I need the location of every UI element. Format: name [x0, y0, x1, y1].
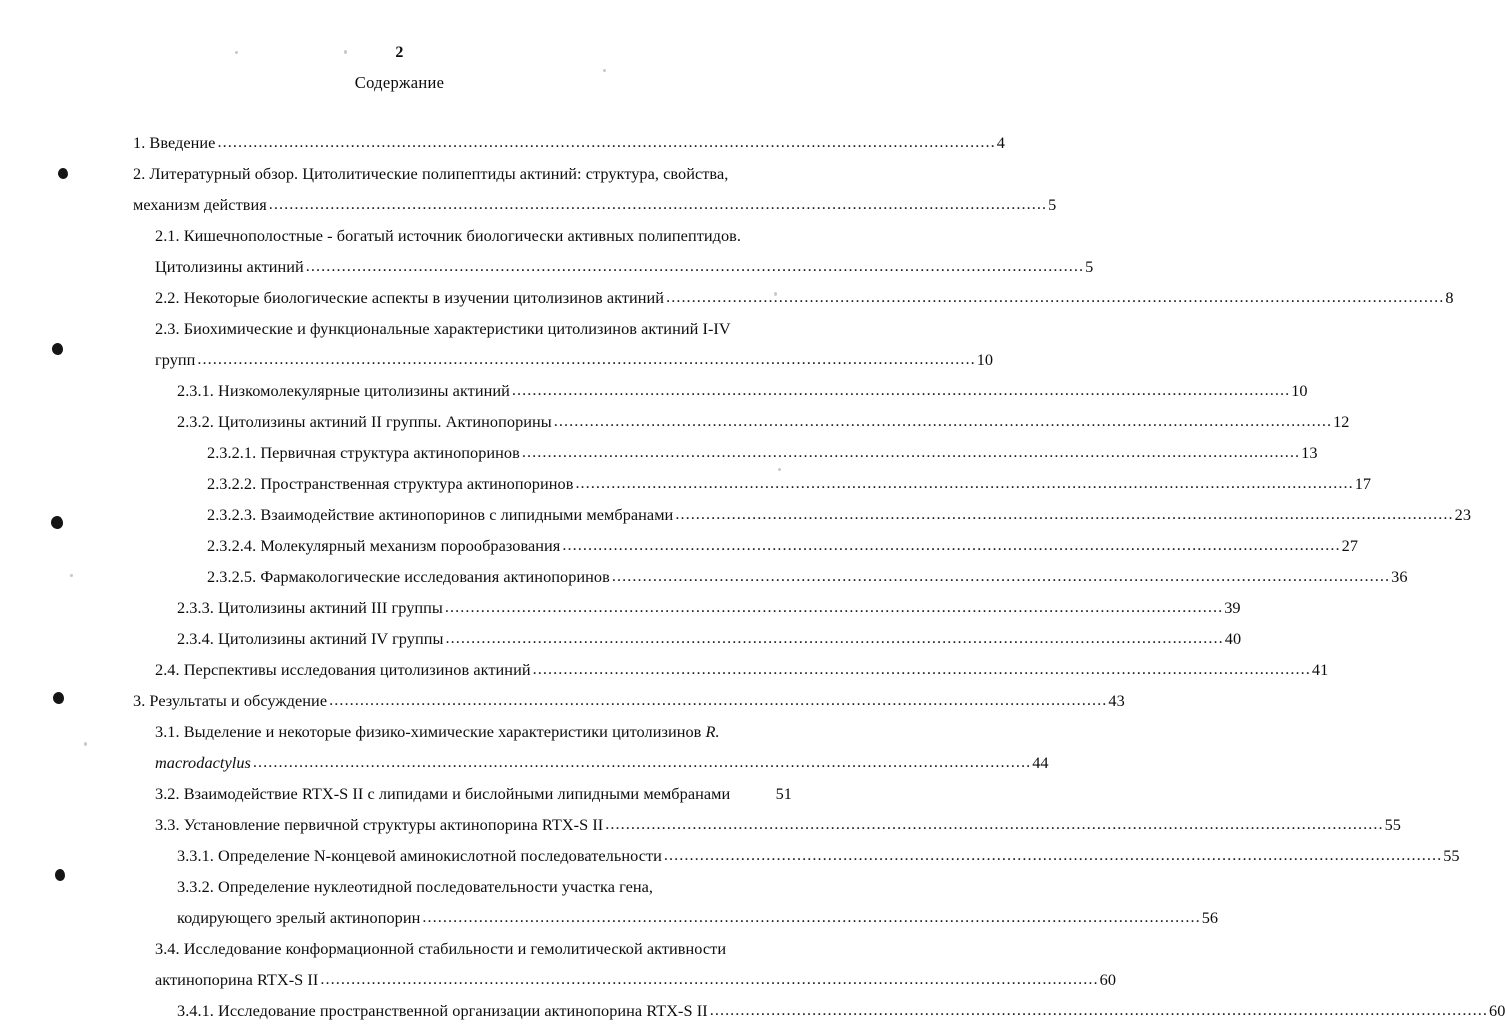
scan-speck — [53, 692, 64, 704]
toc-page-number: 13 — [1301, 443, 1318, 462]
toc-page-number: 27 — [1341, 536, 1359, 555]
toc-entry-results[interactable] — [133, 685, 1125, 716]
toc-page-number: 40 — [1224, 629, 1242, 648]
toc-entry-sec-3-2[interactable] — [133, 778, 792, 809]
page-folio-number: 2 — [395, 44, 404, 61]
toc-dot-leader — [533, 653, 1311, 684]
toc-page-number: 41 — [1311, 660, 1329, 679]
toc-entry-label: 2.3.2.5. Фармакологические исследования актинопоринов — [207, 567, 610, 586]
toc-entry-label: групп — [155, 350, 196, 369]
toc-entry-sec-3-3[interactable] — [133, 809, 1401, 840]
toc-entry-intro[interactable] — [133, 127, 1005, 158]
toc-page-number: 56 — [1201, 908, 1219, 927]
toc-dot-leader — [562, 529, 1340, 560]
toc-entry-label: 3.2. Взаимодействие RTX-S II с липидами и бислойными липидными мембранами — [155, 784, 731, 803]
toc-page-number: 51 — [775, 784, 792, 803]
toc-page-number: 5 — [1085, 257, 1094, 276]
scan-speck — [58, 168, 68, 179]
toc-dot-leader — [422, 901, 1200, 932]
toc-dot-leader — [217, 126, 995, 157]
toc-entry-label: 3.3.2. Определение нуклеотидной последовательности участка гена, — [177, 877, 654, 896]
toc-entry-label: 3. Результаты и обсуждение — [133, 691, 328, 710]
toc-entry-sec-2-3-2-5[interactable] — [133, 561, 1408, 592]
toc-entry-sec-2-1[interactable] — [133, 220, 770, 251]
toc-entry-label: 2.3.2.3. Взаимодействие актинопоринов с липидными мембранами — [207, 505, 674, 524]
toc-entry-sec-3-3-2[interactable] — [133, 902, 1219, 933]
toc-dot-leader — [612, 560, 1390, 591]
toc-dot-leader — [269, 188, 1047, 219]
scan-speck — [51, 516, 63, 529]
toc-entry-sec-3-1[interactable] — [133, 716, 770, 747]
toc-dot-leader — [512, 374, 1290, 405]
toc-entry-lit-review[interactable] — [133, 189, 1057, 220]
scan-speck — [55, 869, 65, 881]
toc-entry-sec-3-4[interactable] — [133, 933, 770, 964]
toc-entry-sec-2-3[interactable] — [133, 344, 994, 375]
toc-dot-leader — [666, 281, 1444, 312]
toc-page-number: 12 — [1333, 412, 1350, 431]
toc-entry-sec-3-4[interactable] — [133, 964, 1117, 995]
toc-entry-label: 1. Введение — [133, 133, 216, 152]
toc-dot-leader — [675, 498, 1453, 529]
toc-dot-leader — [445, 591, 1223, 622]
toc-entry-sec-2-1[interactable] — [133, 251, 1094, 282]
toc-entry-sec-3-1[interactable] — [133, 747, 1049, 778]
toc-dot-leader — [522, 436, 1300, 467]
toc-entry-label: 3.3.1. Определение N-концевой аминокислотной последовательности — [177, 846, 662, 865]
page-title: Содержание — [354, 73, 445, 92]
toc-entry-sec-2-3-3[interactable] — [133, 592, 1241, 623]
scan-speck — [603, 69, 606, 72]
scan-speck — [84, 742, 87, 746]
toc-entry-sec-2-3-4[interactable] — [133, 623, 1242, 654]
toc-dot-leader — [329, 684, 1107, 715]
scan-speck — [70, 574, 73, 577]
toc-page-number: 39 — [1224, 598, 1241, 617]
toc-page-number: 10 — [976, 350, 994, 369]
toc-entry-label: 2. Литературный обзор. Цитолитические полипептиды актиний: структура, свойства, — [133, 164, 729, 183]
toc-entry-label: 2.1. Кишечнополостные - богатый источник биологически активных полипептидов. — [155, 226, 742, 245]
toc-entry-label: 3.4.1. Исследование пространственной организации актинопорина RTX-S II — [177, 1001, 708, 1020]
toc-entry-sec-2-3-2-4[interactable] — [133, 530, 1359, 561]
toc-dot-leader — [445, 622, 1223, 653]
table-of-contents — [133, 127, 1505, 1026]
toc-entry-sec-3-3-1[interactable] — [133, 840, 1460, 871]
toc-dot-leader — [664, 839, 1442, 870]
toc-entry-sec-2-4[interactable] — [133, 654, 1329, 685]
toc-entry-sec-3-4-1[interactable] — [133, 995, 1505, 1026]
toc-entry-label: 2.3.3. Цитолизины актиний III группы — [177, 598, 443, 617]
toc-entry-label: 2.3.1. Низкомолекулярные цитолизины актиний — [177, 381, 510, 400]
toc-entry-label: 2.2. Некоторые биологические аспекты в изучении цитолизинов актиний — [155, 288, 665, 307]
toc-entry-sec-2-3-1[interactable] — [133, 375, 1308, 406]
toc-entry-label: 2.3.2.2. Пространственная структура актинопоринов — [207, 474, 574, 493]
toc-page-number: 60 — [1489, 1001, 1505, 1020]
toc-entry-label: 2.3.2. Цитолизины актиний II группы. Актинопорины — [177, 412, 552, 431]
toc-dot-leader — [320, 963, 1098, 994]
toc-page-number: 23 — [1454, 505, 1472, 524]
toc-entry-label: 2.3.2.1. Первичная структура актинопоринов — [207, 443, 520, 462]
toc-dot-leader — [253, 746, 1031, 777]
toc-entry-label: 2.3.2.4. Молекулярный механизм порообразования — [207, 536, 561, 555]
toc-dot-leader — [554, 405, 1332, 436]
toc-entry-label: актинопорина RTX-S II — [155, 970, 319, 989]
toc-page-number: 60 — [1099, 970, 1117, 989]
toc-entry-sec-2-2[interactable] — [133, 282, 1454, 313]
toc-dot-leader — [575, 467, 1353, 498]
toc-page-number: 5 — [1048, 195, 1057, 214]
toc-entry-label: 3.3. Установление первичной структуры актинопорина RTX-S II — [155, 815, 604, 834]
toc-dot-leader — [605, 808, 1383, 839]
toc-entry-label: кодирующего зрелый актинопорин — [177, 908, 421, 927]
toc-entry-sec-2-3[interactable] — [133, 313, 770, 344]
toc-entry-sec-2-3-2-3[interactable] — [133, 499, 1472, 530]
toc-dot-leader — [197, 343, 975, 374]
toc-entry-sec-2-3-2-1[interactable] — [133, 437, 1318, 468]
toc-entry-label: 3.1. Выделение и некоторые физико-химические характеристики цитолизинов R. — [155, 722, 720, 741]
toc-entry-label: Цитолизины актиний — [155, 257, 304, 276]
toc-entry-sec-2-3-2-2[interactable] — [133, 468, 1372, 499]
toc-dot-leader — [710, 994, 1488, 1025]
toc-page-number: 4 — [996, 133, 1005, 152]
toc-dot-leader — [306, 250, 1084, 281]
toc-entry-sec-3-3-2[interactable] — [133, 871, 770, 902]
toc-page-number: 55 — [1443, 846, 1460, 865]
toc-entry-sec-2-3-2[interactable] — [133, 406, 1350, 437]
toc-page-number: 36 — [1391, 567, 1408, 586]
species-name: R. — [705, 722, 720, 741]
toc-entry-label: механизм действия — [133, 195, 267, 214]
toc-page-number: 10 — [1291, 381, 1308, 400]
toc-page-number: 55 — [1384, 815, 1401, 834]
scan-speck — [52, 343, 63, 355]
toc-entry-label: macrodactylus — [155, 753, 251, 772]
toc-entry-label: 3.4. Исследование конформационной стабильности и гемолитической активности — [155, 939, 727, 958]
toc-page-number: 17 — [1354, 474, 1372, 493]
toc-page-number: 43 — [1108, 691, 1125, 710]
toc-entry-lit-review[interactable] — [133, 158, 770, 189]
toc-page-number: 44 — [1032, 753, 1049, 772]
toc-page-number: 8 — [1445, 288, 1454, 307]
toc-entry-label: 2.3. Биохимические и функциональные характеристики цитолизинов актиний I-IV — [155, 319, 731, 338]
toc-entry-label: 2.3.4. Цитолизины актиний IV группы — [177, 629, 444, 648]
toc-entry-label: 2.4. Перспективы исследования цитолизинов актиний — [155, 660, 531, 679]
